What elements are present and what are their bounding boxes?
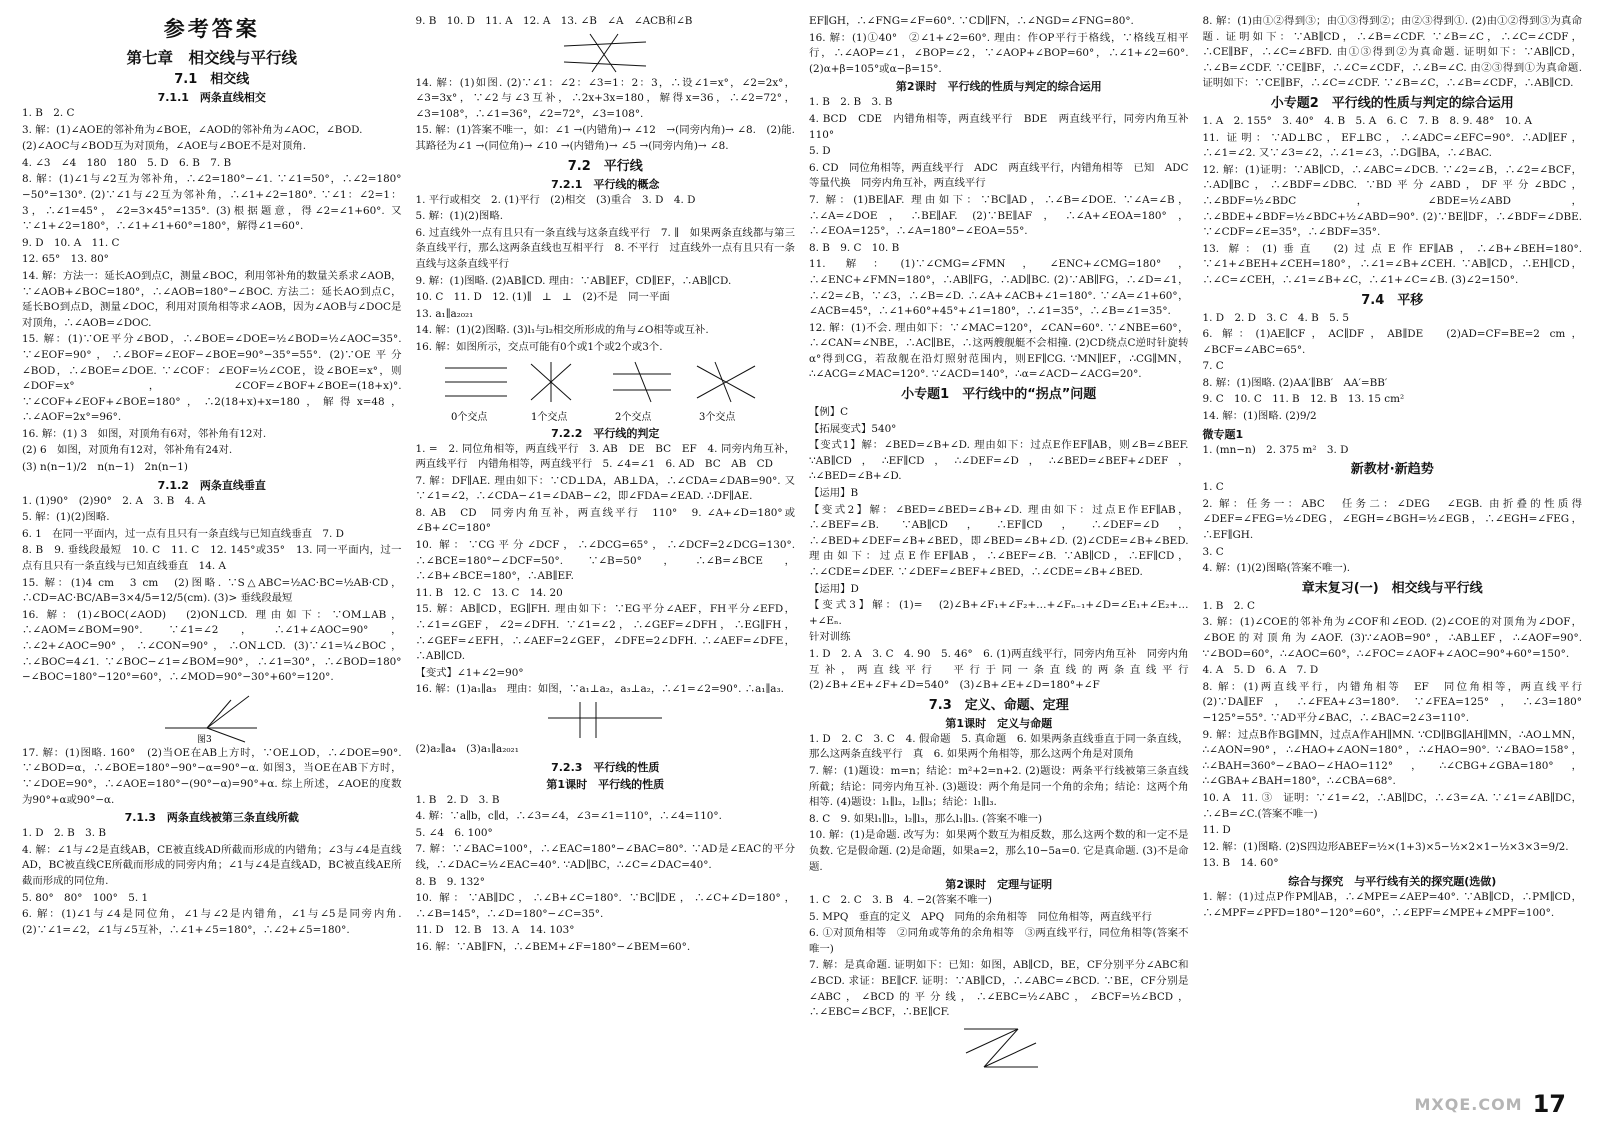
answer-line: 4. ∠3 ∠4 180 180 5. D 6. B 7. B xyxy=(22,156,232,169)
answer-line: 1. A 2. 155° 3. 40° 4. B 5. A 6. C 7. B 8. 9. 48° 10. A xyxy=(1202,114,1532,127)
answer-line: 10. A 11. ③ 证明：∵∠1=∠2，∴AB∥DC，∴∠3=∠A. ∵∠1=∠AB∥DC，∴∠B=∠C.(答案不唯一) xyxy=(1202,791,1582,820)
mini-topic-heading: 微专题1 xyxy=(1202,427,1244,441)
answer-line: 2. 解：任务一：ABC 任务二：∠DEG ∠EGB. 由折叠的性质得∠DEF=∠FEG=½∠DEG，∠EGH=∠BGH=½∠EGB，∴∠EGH=∠FEG，∴EF∥GH. xyxy=(1202,497,1582,542)
answer-line: 6. 解：(1)AE∥CF，AC∥DF，AB∥DE (2)AD=CF=BE=2 cm，∠BCF=∠ABC=65°. xyxy=(1202,328,1582,356)
figure-caption: 0个交点 xyxy=(451,411,488,423)
topic-heading: 小专题2 平行线的性质与判定的综合运用 xyxy=(1270,95,1514,111)
answer-line: 1. B 2. D 3. B xyxy=(415,793,500,806)
answer-line: 1. (1)90° (2)90° 2. A 3. B 4. A xyxy=(22,494,206,507)
figure-caption: 1个交点 xyxy=(531,411,568,423)
transversal-figure xyxy=(560,32,650,74)
answer-line: 8. 解：(1)由①②得到③；由①③得到②；由②③得到①. (2)由①②得到③为真命题. 证明如下：∵AB∥CD，∴∠B=∠CDF. ∵∠B=∠C，∴∠C=∠CDF，∴CE∥BF，∴∠C=∠BFD. 由①③得到②为真命题. 证明如下：∵AB∥CD，∴∠B=∠CDF. ∵CE∥BF，∴∠C=∠CDF，∴∠B=∠C. 由②③得到①为真命题. 证明如下：∵CE∥BF，∴∠C=∠CDF. ∵∠B=∠C，∴∠B=∠CDF，∴AB∥CD. xyxy=(1202,15,1582,90)
answer-line: 6. 解：(1)∠1与∠4是同位角，∠1与∠2是内错角，∠1与∠5是同旁内角. (2)∵∠1=∠2，∠1与∠5互补，∴∠1+∠5=180°，∴∠2+∠5=180°. xyxy=(22,908,402,936)
trend-heading: 新教材·新趋势 xyxy=(1350,462,1434,478)
review-heading: 章末复习(一) 相交线与平行线 xyxy=(1301,580,1483,596)
answer-line: EF∥GH，∴∠FNG=∠F=60°. ∵CD∥FN，∴∠NGD=∠FNG=80°. xyxy=(809,15,1134,27)
answer-line: 5. ∠4 6. 100° xyxy=(415,826,493,839)
subsection-heading: 7.1.3 两条直线被第三条直线所截 xyxy=(124,811,299,825)
answer-line: 4. A 5. D 6. A 7. D xyxy=(1202,664,1319,677)
explore-heading: 综合与探究 与平行线有关的探究题(选做) xyxy=(1288,874,1497,888)
chapter-heading: 第七章 相交线与平行线 xyxy=(126,49,297,67)
column-1 xyxy=(22,14,402,1116)
answer-line: 11. D 12. B 13. A 14. 103° xyxy=(415,924,575,937)
answer-line: 12. 解：(1)不会. 理由如下：∵∠MAC=120°，∠CAN=60°. ∵∠NBE=60°，∴∠CAN=∠NBE，∴AC∥BE，∴这两艘舰艇不会相撞. (2)CD绕点C逆时针旋转α°得到CG，若敌舰在沿灯照射范围内，则EF∥CG. ∵MN∥EF，∴CG∥MN，∴∠ACG=∠MAC=120°. ∵∠ACD=140°，∴α=∠ACD−∠ACG=20°. xyxy=(809,321,1189,381)
answer-line: 7. 解：DF∥AE. 理由如下：∵CD⊥DA，AB⊥DA，∴∠CDA=∠DAB=90°. 又∵∠1=∠2，∴∠CDA−∠1=∠DAB−∠2，即∠FDA=∠EAD. ∴DF∥AE. xyxy=(415,474,795,503)
answer-line: 【拓展变式】540° xyxy=(809,422,897,435)
angle-figure xyxy=(157,688,267,744)
answer-line: 11. 解：(1)∵∠CMG=∠FMN，∠ENC+∠CMG=180°，∴∠ENC+∠FMN=180°，∴AB∥FG，∴AD∥BC. (2)∵AB∥FG，∴∠D=∠1，∴∠2=∠B，∵∠3，∴∠B=∠D. ∴∠A+∠ACB+∠1=180°. ∵∠A=∠1+60°，∠ACB=45°，∴∠1+60°+45°+∠1=180°，∴∠1=35°，∴∠B=∠1=35°. xyxy=(809,258,1189,318)
page-number: 17 xyxy=(1532,1090,1566,1118)
answer-line: 16. 解：如图所示，交点可能有0个或1个或2个或3个. xyxy=(415,340,663,353)
page-title: 参考答案 xyxy=(163,17,260,41)
perpendicular-figure xyxy=(540,700,670,740)
figure-caption: 2个交点 xyxy=(615,411,652,423)
answer-line: 15. 解：(1)∵OE平分∠BOD，∴∠BOE=∠DOE=½∠BOD=½∠AOC=35°. ∵∠EOF=90°，∴∠BOF=∠EOF−∠BOE=90°−35°=55°. (2)∵OE平分∠BOD，∴∠BOE=∠DOE. ∵∠COF：∠EOF=½∠COE，设∠BOE=x°，则∠DOF=x°，∠COF=∠BOF+∠BOE=(18+x)°. ∵∠COF+∠EOF+∠BOE=180°，∴2(18+x)+x=180，解得x=48，∴∠AOF=2x°=96°. xyxy=(22,333,402,424)
answer-line: (2)a₂∥a₄ (3)a₁∥a₂₀₂₁ xyxy=(415,743,519,755)
answer-line: 15. 解：AB∥CD，EG∥FH. 理由如下：∵EG平分∠AEF，FH平分∠EFD，∴∠1=∠GEF，∠2=∠DFH. ∵∠1=∠2，∴∠GEF=∠DFH，∴EG∥FH，∴∠GEF=∠EFH，∴∠AEF=2∠GEF，∠DFE=2∠DFH. ∴∠AEF=∠DFE，∴AB∥CD. xyxy=(415,603,795,663)
answer-line: 6. 过直线外一点有且只有一条直线与这条直线平行 7. ∥ 如果两条直线都与第三条直线平行，那么这两条直线也互相平行 8. 不平行 过直线外一点有且只有一条直线与这条直线平行 xyxy=(415,226,795,270)
answer-line: 7. 解：∵∠BAC=100°，∴∠EAC=180°−∠BAC=80°. ∵AD是∠EAC的平分线，∴∠DAC=½∠EAC=40°. ∵AD∥BC，∴∠C=∠DAC=40°. xyxy=(415,843,795,871)
answer-line: 16. 解：(1)①40° ②∠1+∠2=60°. 理由：作OP平行于格线，∵格线互相平行，∴∠AOP=∠1，∠BOP=∠2，∵∠AOP+∠BOP=60°，∴∠1+∠2=60°. (2)α+β=105°或α−β=15°. xyxy=(809,31,1189,75)
answer-line: 1. = 2. 同位角相等，两直线平行 3. AB DE BC EF 4. 同旁内角互补，两直线平行 内错角相等，两直线平行 5. ∠4=∠1 6. AD BC AB CD xyxy=(415,442,795,471)
answer-line: 3. C xyxy=(1202,545,1224,558)
answer-line: 1. B 2. C xyxy=(22,107,75,119)
answer-line: 【运用】B xyxy=(809,487,859,500)
column-2 xyxy=(416,14,796,1116)
answer-line: 11. B 12. C 13. C 14. 20 xyxy=(415,586,563,599)
subsection-heading: 7.2.2 平行线的判定 xyxy=(551,426,660,440)
answer-line: 1. B 2. B 3. B xyxy=(809,96,893,109)
answer-line: 14. 解：(1)(2)图略. (3)l₁与l₂相交所形成的角与∠O相等或互补. xyxy=(415,324,709,337)
lesson-heading: 第1课时 平行线的性质 xyxy=(546,777,665,791)
answer-line: 6. 1 在同一平面内，过一点有且只有一条直线与已知直线垂直 7. D xyxy=(22,527,344,540)
zero-intersections xyxy=(445,368,507,423)
answer-line: 3. 解：(1)∠COE的邻补角为∠COF和∠EOD. (2)∠COE的对顶角为∠DOF，∠BOE的对顶角为∠AOF. (3)∵∠AOB=90°，∴AB⊥EF，∴∠AOF=90°. ∵∠BOD=60°，∴∠AOC=60°，∴∠FOC=∠AOF+∠AOC=90°+60°=150°. xyxy=(1202,616,1582,660)
answer-line: 7. 解：(1)BE∥AF. 理由如下：∵BC∥AD，∴∠B=∠DOE. ∵∠A=∠B，∴∠A=∠DOE，∴BE∥AF. (2)∵BE∥AF，∴∠A+∠EOA=180°，∴∠EOA=125°，∴∠A=180°−∠EOA=55°. xyxy=(809,193,1189,238)
answer-line: 9. D 10. A 11. C xyxy=(22,236,120,249)
answer-line: 14. 解：方法一：延长AO到点C，测量∠BOC，利用邻补角的数量关系求∠AOB，∵∠AOB+∠BOC=180°，∴∠AOB=180°−∠BOC. 方法二：延长AO到点C，延长BO到点D，测量∠DOC，利用对顶角相等求∠AOB，因为∠AOB与∠DOC是对顶角，∴∠AOB=∠DOC. xyxy=(22,269,402,329)
answer-line: (2) 6 如图，对顶角有12对，邻补角有24对. xyxy=(22,444,233,457)
one-intersection xyxy=(531,362,571,423)
answer-line: 12. 65° 13. 80° xyxy=(22,253,109,266)
answer-line: 9. 解：过点B作BG∥MN，过点A作AH∥MN. ∵CD∥BG∥AH∥MN，∴AO⊥MN，∴∠AON=90°，∴∠HAO+∠AON=180°，∴∠HAO=90°. ∵∠BAO=158°，∴∠BAH=360°−∠BAO−∠HAO=112°，∴∠CBG+∠GBA=180°，∴∠GBA+∠BAH=180°，∴∠CBA=68°. xyxy=(1202,728,1582,788)
section-heading: 7.1 相交线 xyxy=(174,72,250,87)
answer-line: 4. BCD CDE 内错角相等，两直线平行 BDE 两直线平行，同旁内角互补 110° xyxy=(809,112,1199,141)
answer-line: 1. D 2. C 3. C 4. 假命题 5. 真命题 6. 如果两条直线垂直于同一条直线，那么这两条直线平行 真 6. 如果两个角相等，那么这两个角是对顶角 xyxy=(809,732,1189,761)
answer-line: 17. 解：(1)图略. 160° (2)当OE在AB上方时，∵OE⊥OD，∴∠DOE=90°. ∵∠BOD=α，∴∠BOE=180°−90°−α=90°−α. 如图3，当OE在AB下方时，∵∠DOE=90°，∴∠AOE=180°−(90°−α)=90°+α. 综上所述，∠AOE的度数为90°+α或90°−α. xyxy=(22,746,402,806)
answer-line: 11. D xyxy=(1202,824,1231,837)
answer-line: 7. C xyxy=(1202,360,1224,373)
answer-line: 13. 解：(1)垂直 (2)过点E作EF∥AB，∴∠B+∠BEH=180°. ∵∠1+∠BEH+∠CEH=180°，∴∠1=∠B+∠CEH. ∵AB∥CD，∴EH∥CD，∴∠C=∠CEH，∴∠1=∠B+∠C，∴∠1+∠C=∠B. (3)∠2=150°. xyxy=(1202,242,1582,286)
answer-line: 12. 解：(1)证明：∵AB∥CD，∴∠ABC=∠DCB. ∵∠2=∠B，∴∠2=∠BCF，∴AD∥BC，∴∠BDF=∠DBC. ∵BD平分∠ABD，DF平分∠BDC，∴∠BDF=½∠BDC，∠BDE=½∠ABD，∴∠BDE+∠BDF=½∠BDC+½∠ABD=90°. (2)∵BE∥DF，∴∠BDF=∠DBE. ∵∠CDF=∠E=35°，∴∠BDF=35°. xyxy=(1202,163,1582,239)
answer-line: 1. (mn−n) 2. 375 m² 3. D xyxy=(1202,443,1349,456)
answer-line: 8. C 9. 如果l₁∥l₂，l₂∥l₃，那么l₁∥l₃. (答案不唯一) xyxy=(809,812,1043,825)
answer-line: 13. a₁∥a₂₀₂₁ xyxy=(415,307,474,320)
answer-line: 5. D xyxy=(809,145,831,158)
answer-line: 8. B 9. 132° xyxy=(415,875,485,888)
figure-caption: 图3 xyxy=(196,734,212,745)
answer-line: 14. 解：(1)如图. (2)∵∠1：∠2：∠3=1：2：3，∴设∠1=x°，∠2=2x°，∠3=3x°，∵∠2与∠3互补，∴2x+3x=180，解得x=36，∴∠2=72°，∠3=108°，∴∠1=36°，∠2=72°，∠3=108°. xyxy=(415,76,795,120)
answer-line: 14. 解：(1)图略. (2)9/2 xyxy=(1202,410,1317,423)
three-intersections xyxy=(697,362,755,423)
answer-line: 16. 解：(1) 3 如图，对顶角有6对，邻补角有12对. xyxy=(22,427,267,440)
answer-line: (3) n(n−1)/2 n(n−1) 2n(n−1) xyxy=(22,461,188,474)
answer-line: 9. B 10. D 11. A 12. A 13. ∠B ∠A ∠ACB和∠B xyxy=(415,15,693,27)
section-heading: 7.2 平行线 xyxy=(567,158,643,174)
lesson-heading: 第1课时 定义与命题 xyxy=(945,716,1053,730)
answer-line: 8. 解：(1)∠1与∠2互为邻补角，∴∠2=180°−∠1. ∵∠1=50°，∴∠2=180°−50°=130°. (2)∵∠1与∠2互为邻补角，∴∠1+∠2=180°. ∵∠1：∠2=1：3，∴∠1=45°，∠2=3×45°=135°. (3)根据题意，得∠2=∠1+60°. 又∵∠1+∠2=180°，∴∠1+∠1+60°=180°，解得∠1=60°. xyxy=(22,173,402,233)
answer-line: 7. 解：(1)题设：m=n；结论：m²+2=n+2. (2)题设：两条平行线被第三条直线所截；结论：同旁内角互补. (3)题设：两个角是同一个角的余角；结论：这两个角相等. (4)题设：l₁∥l₂，l₂∥l₃；结论：l₁∥l₃. xyxy=(809,764,1189,809)
lesson-heading: 第2课时 定理与证明 xyxy=(945,878,1053,892)
answer-line: 10. 解：∵CG平分∠DCF，∴∠DCG=65°，∴∠DCF=2∠DCG=130°. ∴∠BCE=180°−∠DCF=50°. ∵∠B=50°，∴∠B=∠BCE，∴∠B+∠BCE=180°，∴AB∥EF. xyxy=(415,539,795,583)
subsection-heading: 7.1.2 两条直线垂直 xyxy=(157,478,266,492)
answer-line: 16. 解：(1)a₁∥a₃ 理由：如图，∵a₁⊥a₂，a₃⊥a₂，∴∠1=∠2=90°. ∴a₁∥a₃. xyxy=(415,683,784,696)
answer-line: 12. 解：(1)图略. (2)S四边形ABEF=½×(1+3)×5−½×2×1−½×3×3=9/2. xyxy=(1202,840,1569,853)
two-intersections xyxy=(613,362,671,423)
subsection-heading: 7.2.1 平行线的概念 xyxy=(551,177,660,191)
answer-line: 8. 解：(1)两直线平行，内错角相等 EF 同位角相等，两直线平行 (2)∵DA∥EF，∴∠FEA+∠3=180°. ∵∠FEA=125°，∴∠3=180°−125°=55°. ∵AD平分∠BAC，∴∠BAC=2∠3=110°. xyxy=(1202,680,1593,724)
answer-line: 1. 平行或相交 2. (1)平行 (2)相交 (3)重合 3. D 4. D xyxy=(415,193,696,206)
answer-line: 5. 解：(1)(2)图略. xyxy=(22,511,110,524)
answer-line: 10. 解：∵AB∥DC，∴∠B+∠C=180°. ∵BC∥DE，∴∠C+∠D=180°，∴∠B=145°，∴∠D=180°−∠C=35°. xyxy=(415,892,795,920)
topic-heading: 小专题1 平行线中的“拐点”问题 xyxy=(901,387,1097,403)
answer-line: 8. AB CD 同旁内角互补，两直线平行 110° 9. ∠A+∠D=180°或∠B+∠C=180° xyxy=(415,506,795,535)
answer-line: 13. B 14. 60° xyxy=(1202,857,1279,870)
figure-caption: 3个交点 xyxy=(699,411,736,423)
answer-line: 8. B 9. 垂线段最短 10. C 11. C 12. 145°或35° 13. 同一平面内，过一点有且只有一条直线与已知直线垂直 14. A xyxy=(22,544,402,573)
answer-line: 10. C 11. D 12. (1)∥ ⊥ ⊥ (2)不是 同一平面 xyxy=(415,291,670,304)
answer-line: 15. 解：(1)4 cm 3 cm (2)图略. ∵S△ABC=½AC·BC=½AB·CD，∴CD=AC·BC/AB=3×4/5=12/5(cm). (3)> 垂线段最短 xyxy=(22,576,402,605)
answer-line: 7. 解：是真命题. 证明如下：已知：如图，AB∥CD，BE，CF分别平分∠ABC和∠BCD. 求证：BE∥CF. 证明：∵AB∥CD，∴∠ABC=∠BCD. ∵BE，CF分别是∠ABC，∠BCD的平分线，∴∠EBC=½∠ABC，∠BCF=½∠BCD，∴∠EBC=∠BCF，∴BE∥CF. xyxy=(809,959,1189,1019)
answer-line: 1. D 2. A 3. C 4. 90 5. 46° 6. (1)两直线平行，同旁内角互补 同旁内角互补，两直线平行 平行于同一条直线的两条直线平行 (2)∠B+∠E+∠F+∠D=540° (3)∠B+∠E+∠D=180°+∠F xyxy=(809,647,1199,692)
answer-line: 16. 解：∵AB∥FN，∴∠BEM+∠F=180°−∠BEM=60°. xyxy=(415,940,691,953)
answer-line: 9. 解：(1)图略. (2)AB∥CD. 理由：∵AB∥EF，CD∥EF，∴AB∥CD. xyxy=(415,274,732,287)
page-footer xyxy=(1414,1090,1566,1118)
answer-line: 6. CD 同位角相等，两直线平行 ADC 两直线平行，内错角相等 已知 ADC 等量代换 同旁内角互补，两直线平行 xyxy=(809,161,1199,190)
answer-line: 11. 证明：∵AD⊥BC，EF⊥BC，∴∠ADC=∠EFC=90°. ∴AD∥EF，∴∠1=∠2. 又∵∠3=∠2，∴∠1=∠3，∴DG∥BA，∴∠BAC. xyxy=(1202,131,1582,160)
intersection-figure xyxy=(435,358,775,424)
answer-line: 8. 解：(1)图略. (2)AA′∥BB′ AA′=BB′ xyxy=(1202,376,1388,389)
section-heading: 7.4 平移 xyxy=(1361,292,1424,308)
answer-line: 9. C 10. C 11. B 12. B 13. 15 cm² xyxy=(1202,393,1405,406)
answer-line: 【例】C xyxy=(809,406,849,419)
answer-line: (2)∠AOC与∠BOD互为对顶角，∠AOE与∠BOE不是对顶角. xyxy=(22,140,307,153)
answer-line: 4. 解：∠1与∠2是直线AB，CE被直线AD所截而形成的内错角；∠3与∠4是直线AD，BC被直线CE所截而形成的同旁内角；∠1与∠4是直线AD，BC被直线AE所截而形成的同位角. xyxy=(22,843,402,887)
section-heading: 7.3 定义、命题、定理 xyxy=(928,697,1069,713)
lesson-heading: 第2课时 平行线的性质与判定的综合运用 xyxy=(895,80,1102,94)
answer-line: 6. ①对顶角相等 ②同角或等角的余角相等 ③两直线平行，同位角相等(答案不唯一) xyxy=(809,927,1189,955)
answer-line: 针对训练 xyxy=(809,631,851,644)
answer-line: 【变式3】解：(1)= (2)∠B+∠F₁+∠F₂+…+∠Fₙ₋₁+∠D=∠E₁+∠E₂+…+∠Eₙ. xyxy=(809,599,1189,627)
answer-line: 【变式1】解：∠BED=∠B+∠D. 理由如下：过点E作EF∥AB，则∠B=∠BEF. ∵AB∥CD，∴EF∥CD，∴∠DEF=∠D，∴∠BED=∠BEF+∠DEF，∴∠BED=∠B+∠D. xyxy=(809,439,1189,483)
answer-line: 8. B 9. C 10. B xyxy=(809,241,900,254)
watermark: MXQE.COM xyxy=(1414,1094,1523,1114)
subsection-heading: 7.2.3 平行线的性质 xyxy=(551,760,660,774)
column-3 xyxy=(809,14,1199,1116)
column-4 xyxy=(1202,14,1593,1116)
answer-line: 5. MPQ 垂直的定义 APQ 同角的余角相等 同位角相等，两直线平行 xyxy=(809,910,1152,923)
answer-line: 4. 解：(1)(2)图略(答案不唯一). xyxy=(1202,562,1351,575)
answer-line: 16. 解：(1)∠BOC(∠AOD) (2)ON⊥CD. 理由如下：∵OM⊥AB，∴∠AOM=∠BOM=90°. ∵∠1=∠2，∴∠1+∠AOC=90°，∴∠2+∠AOC=90°，∴∠CON=90°，∴ON⊥CD. (3)∵∠1=¼∠BOC，∴∠BOC=4∠1. ∵∠BOC−∠1=∠BOM=90°，∴∠1=30°，∴∠BOD=180°−∠BOC=180°−120°=60°，∴∠MOD=90°−30°+60°=120°. xyxy=(22,608,402,684)
zigzag-figure xyxy=(954,1023,1044,1073)
answer-line: 10. 解：(1)是命题. 改写为：如果两个数互为相反数，那么这两个数的和一定不是负数. 它是假命题. (2)是命题，如果a=2，那么10−5a=0. 它是真命题. (3)不是命题. xyxy=(809,829,1189,873)
answer-line: 15. 解：(1)答案不唯一，如：∠1 →(内错角)→ ∠12 →(同旁内角)→ ∠8. (2)能. 其路径为∠1 →(同位角)→ ∠10 →(内错角)→ ∠5 →(同旁内角)→ ∠8. xyxy=(415,124,795,152)
answer-line: 1. 解：(1)过点P作PM∥AB，∴∠MPE=∠AEP=40°. ∵AB∥CD，∴PM∥CD，∴∠MPF=∠PFD=180°−120°=60°，∴∠EPF=∠MPE+∠MPF=100°. xyxy=(1202,890,1582,919)
answer-line: 【变式2】解：∠BED=∠BED=∠B+∠D. 理由如下：过点E作EF∥AB，∴∠BEF=∠B. ∵AB∥CD，∴EF∥CD，∴∠DEF=∠D，∴∠BED+∠DEF=∠B+∠BED，即∠BED=∠B+∠D. (2)∠CDE=∠B+∠BED. 理由如下：过点E作EF∥AB，∴∠BEF=∠B. ∵AB∥CD，∴EF∥CD，∴∠CDE=∠DEF. ∵∠DEF=∠BEF+∠BED，∴∠CDE=∠B+∠BED. xyxy=(809,503,1189,578)
subsection-heading: 7.1.1 两条直线相交 xyxy=(157,91,266,104)
answer-line: 1. D 2. B 3. B xyxy=(22,827,107,840)
answer-line: 4. 解：∵a∥b，c∥d，∴∠3=∠4，∠3=∠1=110°，∴∠4=110°. xyxy=(415,810,722,823)
answer-line: 【变式】∠1+∠2=90° xyxy=(415,666,524,679)
answer-line: 3. 解：(1)∠AOE的邻补角为∠BOE，∠AOD的邻补角为∠AOC，∠BOD. xyxy=(22,123,363,136)
answer-line: 【运用】D xyxy=(809,582,859,595)
answer-line: 1. C 2. C 3. B 4. −2(答案不唯一) xyxy=(809,894,992,907)
answer-line: 1. D 2. D 3. C 4. B 5. 5 xyxy=(1202,311,1350,324)
answer-line: 5. 80° 80° 100° 5. 1 xyxy=(22,891,149,904)
answer-line: 5. 解：(1)(2)图略. xyxy=(415,210,504,223)
answer-line: 1. B 2. C xyxy=(1202,599,1255,612)
answer-line: 1. C xyxy=(1202,481,1224,494)
